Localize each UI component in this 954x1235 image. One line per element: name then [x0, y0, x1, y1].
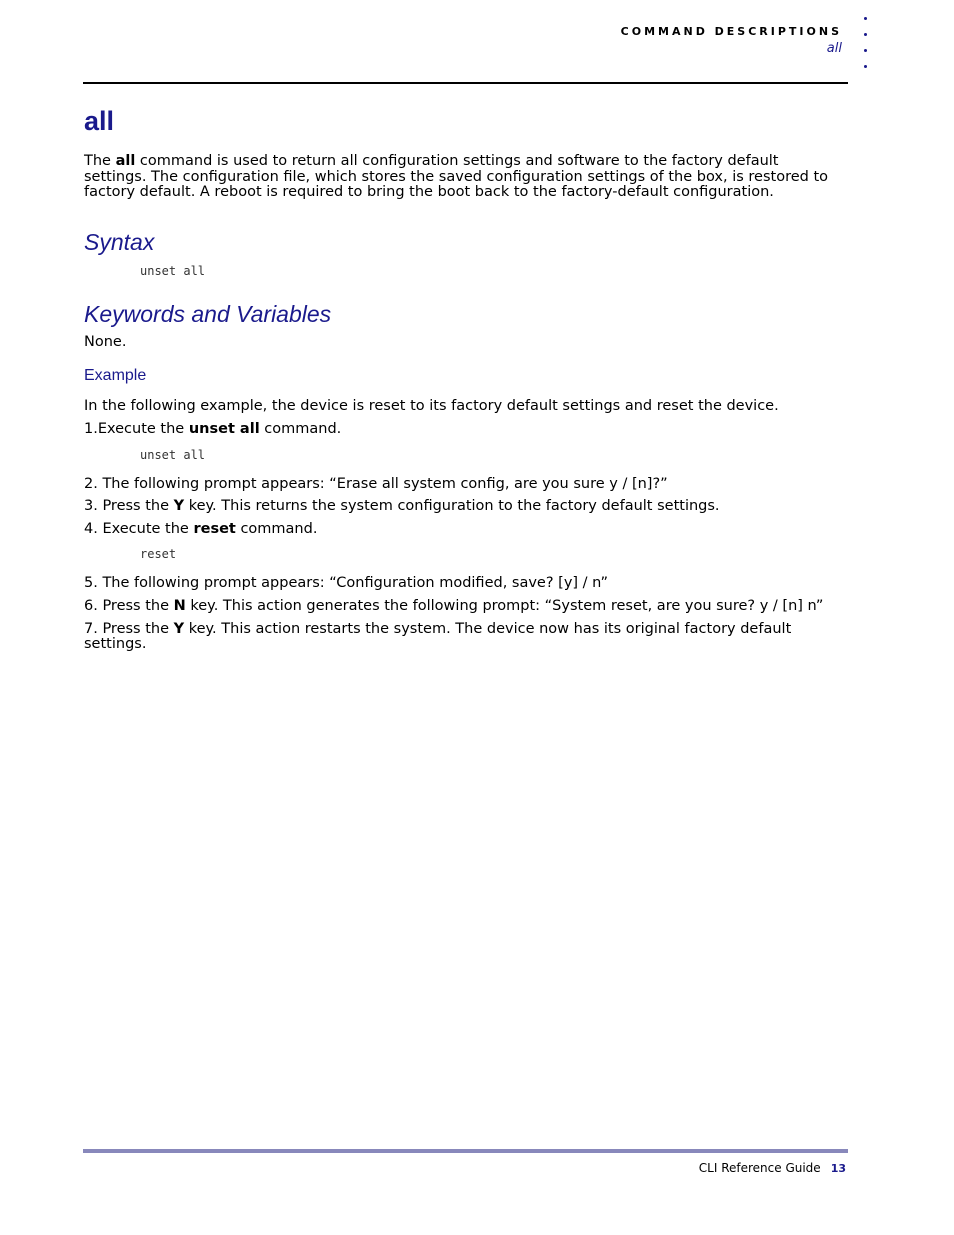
page-number: 13 — [830, 1162, 846, 1175]
intro-text-after: command is used to return all configuration settings and software to the factory default settings. The configuration file, which stores the saved configuration settings of the box, is restored to factory default. A reboot is required to bring the boot back to the factory-default configuration. — [84, 153, 829, 201]
example-step-5: 5. The following prompt appears: “Configuration modified, save? [y] / n” — [84, 575, 609, 592]
example-step-3 — [84, 499, 844, 515]
keywords-heading: Keywords and Variables — [84, 300, 332, 327]
decorative-dots — [862, 17, 870, 81]
footer-rule — [83, 1149, 848, 1153]
example-step-7 — [84, 622, 844, 653]
step-text: key. This returns the system configuration to the factory default settings. — [184, 498, 720, 515]
step-text: 7. Press the — [84, 620, 174, 637]
example-step-4 — [84, 522, 844, 538]
step-text: 1.Execute the — [84, 420, 189, 437]
step-key: Y — [173, 498, 185, 515]
example-code-1: unset all — [140, 447, 206, 462]
step-key: Y — [173, 620, 185, 637]
main-content — [84, 104, 844, 653]
example-heading: Example — [84, 367, 147, 385]
syntax-heading: Syntax — [84, 228, 155, 255]
step-command: reset — [193, 520, 236, 537]
example-intro: In the following example, the device is reset to its factory default settings and reset the device. — [84, 398, 779, 415]
example-code-2: reset — [140, 547, 177, 562]
dot-icon — [864, 49, 867, 52]
step-text: key. This action generates the following prompt: “System reset, are you sure? y / [n] n” — [185, 597, 824, 614]
example-step-6 — [84, 599, 844, 615]
dot-icon — [864, 33, 867, 36]
step-text: command. — [235, 520, 318, 537]
intro-paragraph — [84, 154, 844, 201]
footer-guide-title: CLI Reference Guide — [698, 1161, 821, 1175]
page-title: all — [84, 106, 115, 136]
step-text: 6. Press the — [84, 597, 174, 614]
keywords-text: None. — [84, 333, 127, 350]
running-header — [621, 24, 842, 58]
step-text: command. — [259, 420, 342, 437]
dot-icon — [864, 65, 867, 68]
intro-command: all — [115, 153, 136, 169]
step-key: N — [173, 597, 186, 614]
section-label: COMMAND DESCRIPTIONS — [620, 25, 842, 38]
syntax-code: unset all — [140, 263, 206, 278]
example-step-1 — [84, 422, 844, 438]
subsection-label: all — [826, 41, 842, 56]
page-footer — [699, 1161, 846, 1175]
step-text: 4. Execute the — [84, 520, 194, 537]
step-command: unset all — [188, 420, 260, 437]
step-text: 3. Press the — [84, 498, 174, 515]
example-step-2: 2. The following prompt appears: “Erase all system config, are you sure y / [n]?” — [84, 475, 668, 492]
dot-icon — [864, 17, 867, 20]
header-rule — [83, 82, 848, 84]
step-text: key. This action restarts the system. The device now has its original factory default settings. — [84, 620, 792, 653]
intro-text-before: The — [84, 153, 116, 169]
